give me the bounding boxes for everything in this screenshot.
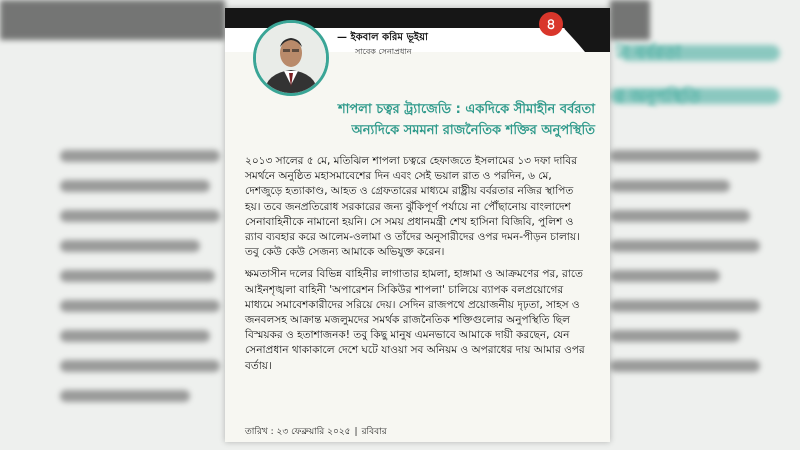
footer-date: তারিখ : ২৩ ফেব্রুয়ারি ২০২৫ (245, 427, 351, 437)
author-avatar (253, 20, 329, 96)
headline-line-2: অন্যদিকে সমমনা রাজনৈতিক শক্তির অনুপস্থিতি (351, 123, 595, 138)
blurred-right-headline-2: র অনুপস্থিতি (615, 87, 701, 107)
footer-separator: | (354, 427, 358, 437)
footer-date-line (245, 424, 387, 439)
author-portrait-icon (256, 23, 326, 93)
footer-day: রবিবার (361, 427, 387, 437)
article-body (245, 154, 585, 381)
author-name: — ইকবাল করিম ভূইয়া (337, 32, 428, 43)
blurred-right-headline-1: টা বর্বরতা (615, 43, 682, 63)
body-paragraph-2: ক্ষমতাসীন দলের বিভিন্ন বাহিনীর লাগাতার হামলা, হাঙ্গামা ও আক্রমণের পর, রাতে আইনশৃঙ্খলা বাহিনী 'অপারেশন সিকিউর শাপলা' চালিয়ে ব্যাপক বলপ্রয়োগের মাধ্যমে সমাবেশকারীদের সরিয়ে দেয়। সেদিন রাজপথে প্রয়োজনীয় দৃঢ়তা, সাহস ও জনবলসহ আক্রান্ত মজলুমদের সমর্থক রাজনৈতিক শক্তিগুলোর অনুপস্থিতি ছিল বিস্ময়কর ও হতাশাজনক! তবু কিছু মানুষ এমনভাবে আমাকে দায়ী করছেন, যেন সেনাপ্রধান থাকাকালে দেশে ঘটে যাওয়া সব অনিয়ম ও অপরাধের দায় আমার ওপর বর্তায়। (245, 268, 585, 372)
page-number-badge: ৪ (539, 12, 563, 36)
blurred-left-panel (0, 0, 225, 450)
body-paragraph-1: ২০১৩ সালের ৫ মে, মতিঝিল শাপলা চত্বরে হেফাজতে ইসলামের ১৩ দফা দাবির সমর্থনে অনুষ্ঠিত মহাসমাবেশের দিন এবং সেই ভয়াল রাত ও পরদিন, ৬ মে, দেশজুড়ে হত্যাকাণ্ড, আহত ও গ্রেফতারের মাধ্যমে রাষ্ট্রীয় বর্বরতার নজির স্থাপিত হয়। তবে জনপ্রতিরোধ সরকারের জন্য ঝুঁকিপূর্ণ পর্যায়ে না পৌঁছানোয় বাংলাদেশ সেনাবাহিনীকে নামানো হয়নি। সে সময় প্রধানমন্ত্রী শেখ হাসিনা বিজিবি, পুলিশ ও র‍্যাব ব্যবহার করে আলেম-ওলামা ও তাঁদের অনুসারীদের ওপর দমন-পীড়ন চালায়। তবু কেউ কেউ সেজন্য আমাকে অভিযুক্ত করেন। (245, 155, 580, 259)
quote-card (225, 8, 610, 442)
headline-line-1: শাপলা চত্বর ট্র্যাজেডি : একদিকে সীমাহীন বর্বরতা (337, 102, 595, 117)
author-role: সাবেক সেনাপ্রধান (355, 47, 412, 56)
